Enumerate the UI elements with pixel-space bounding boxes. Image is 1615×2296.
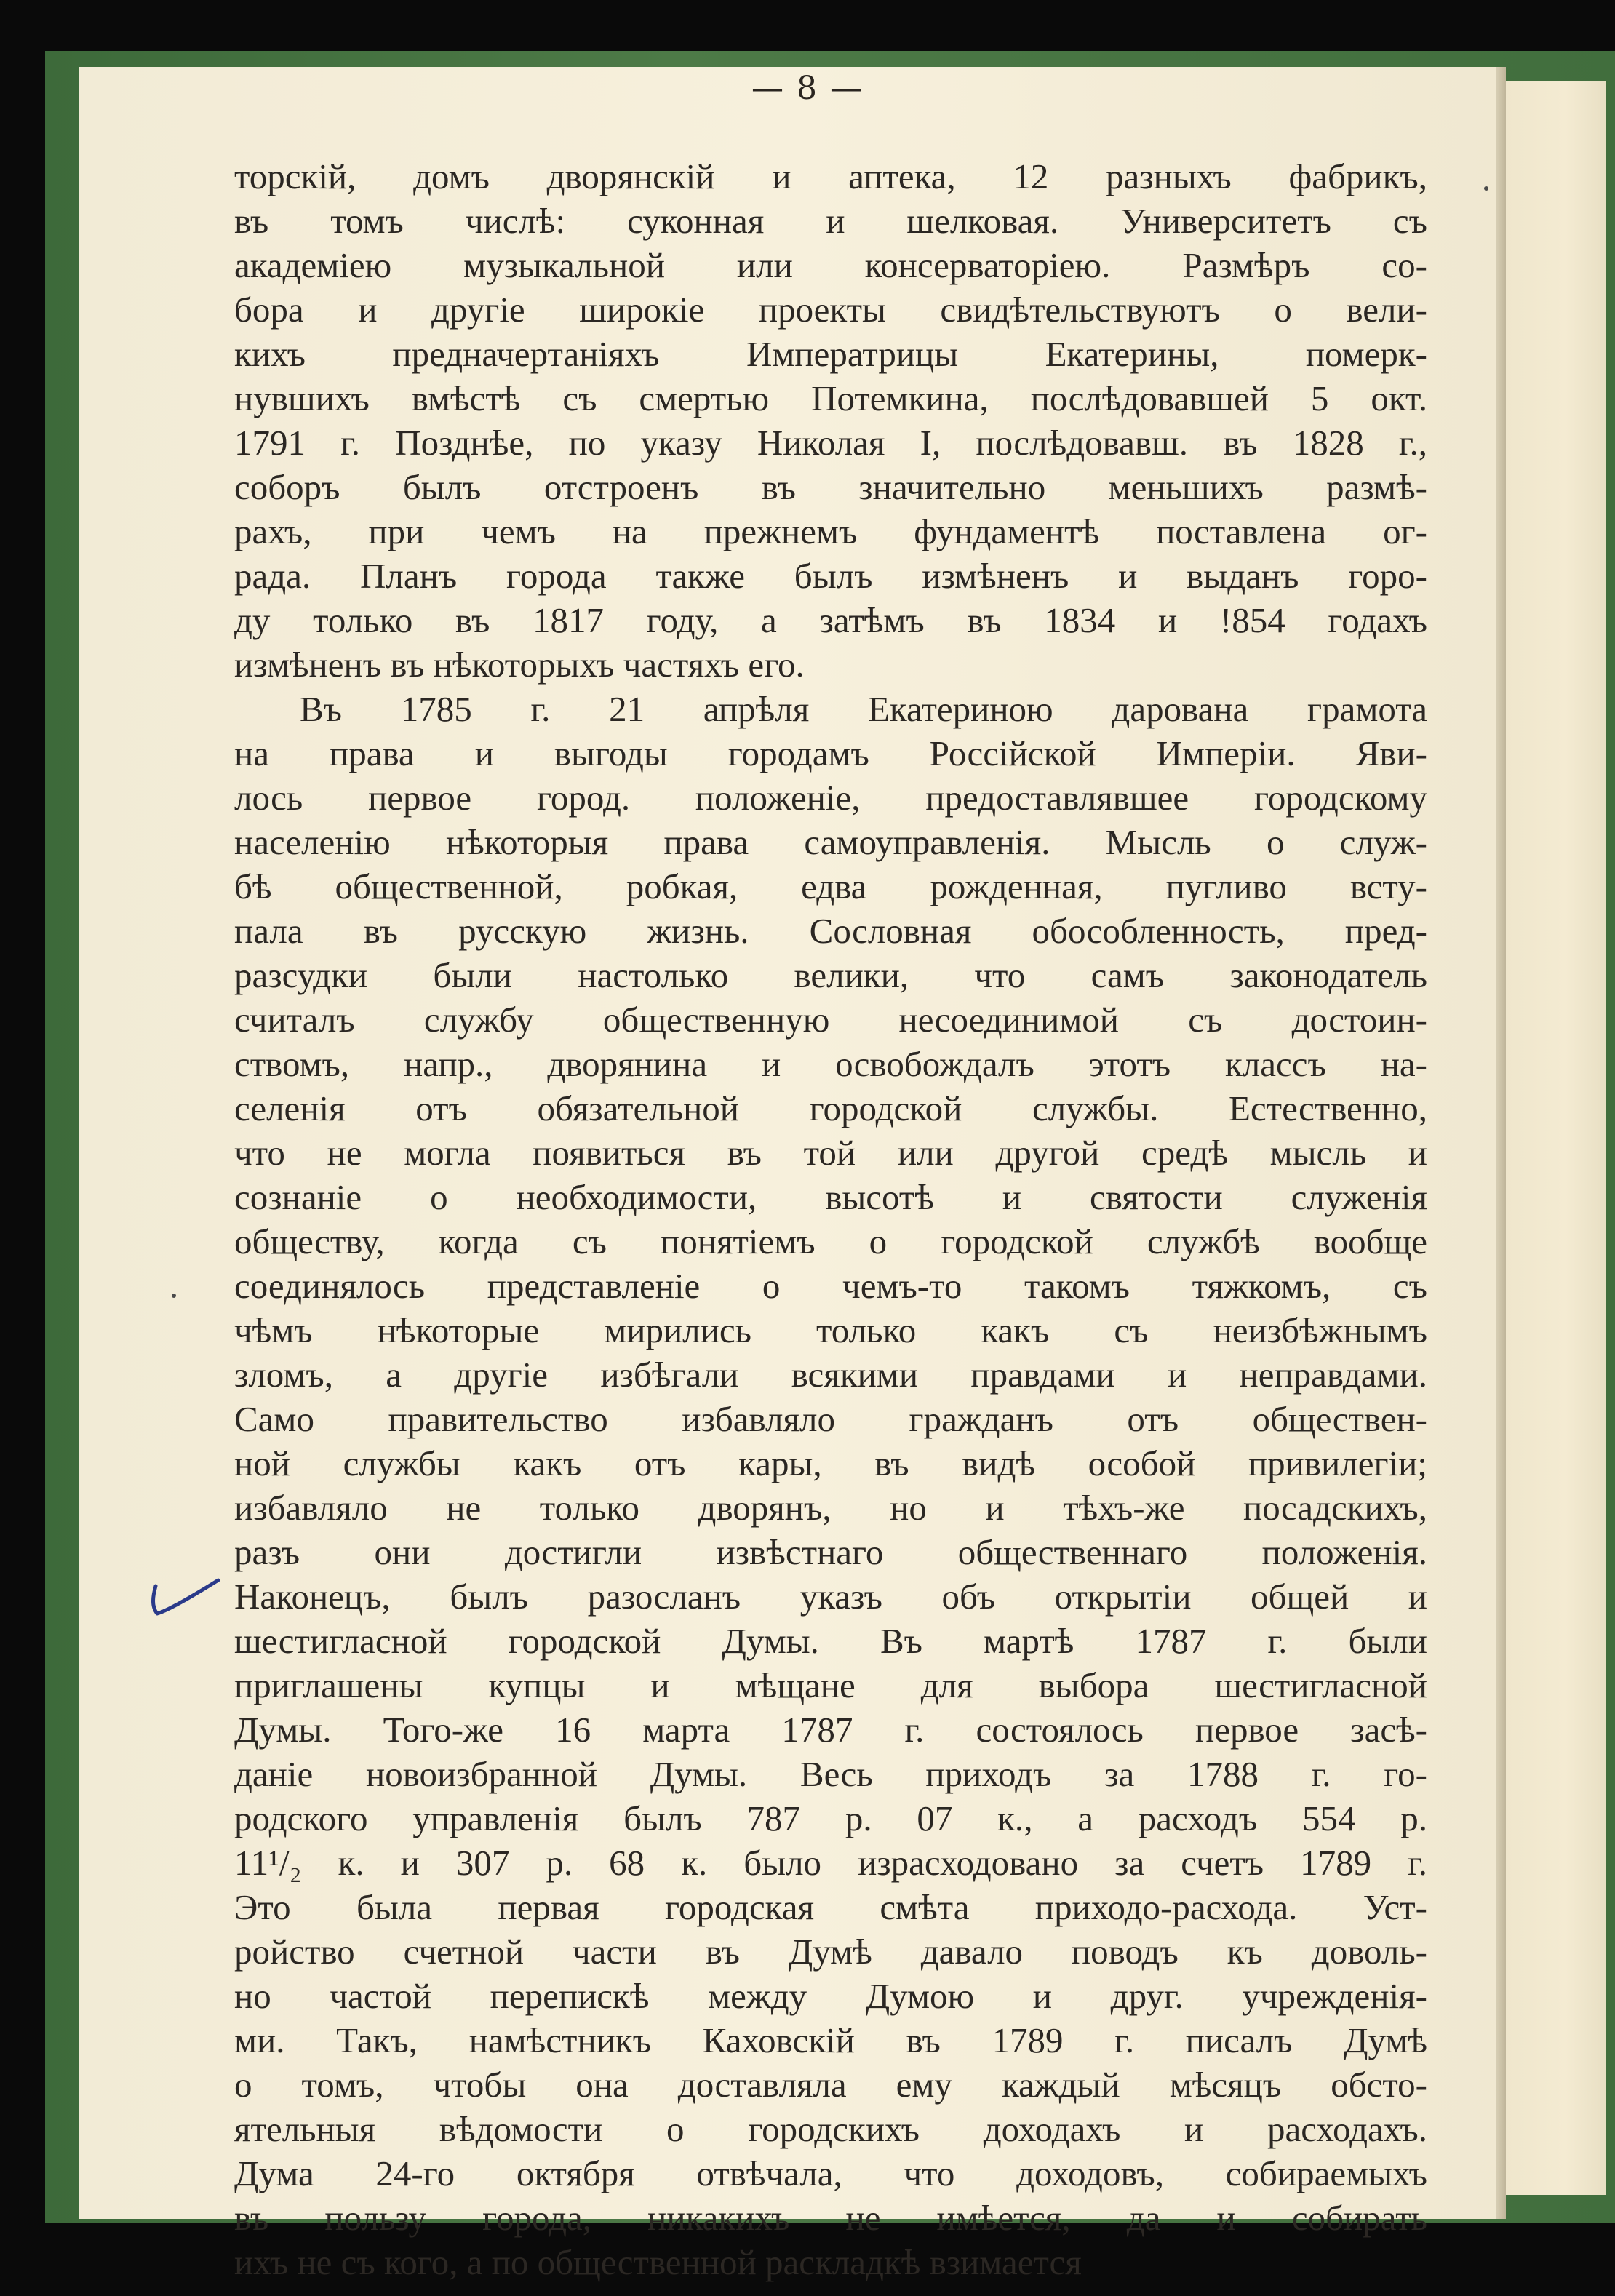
text-line: Наконецъ, былъ разосланъ указъ объ открытіи общей и xyxy=(234,1576,1427,1617)
text-line: что не могла появиться въ той или другой средѣ мысль и xyxy=(234,1133,1427,1173)
page-gutter-shadow xyxy=(1496,67,1506,2219)
text-line: считалъ службу общественную несоединимой съ достоин- xyxy=(234,1000,1427,1040)
text-line: кихъ предначертаніяхъ Императрицы Екатерины, померк- xyxy=(234,334,1427,374)
text-line: зломъ, а другіе избѣгали всякими правдами и неправдами. xyxy=(234,1355,1427,1395)
text-line: избавляло не только дворянъ, но и тѣхъ-же посадскихъ, xyxy=(234,1488,1427,1528)
text-line: рахъ, при чемъ на прежнемъ фундаментѣ поставлена ог- xyxy=(234,511,1427,551)
text-line: Думы. Того-же 16 марта 1787 г. состоялось первое засѣ- xyxy=(234,1710,1427,1750)
text-line: бѣ общественной, робкая, едва рожденная, пугливо всту- xyxy=(234,866,1427,906)
ink-speck xyxy=(1484,186,1488,191)
text-line: сознаніе о необходимости, высотѣ и святости служенія xyxy=(234,1177,1427,1217)
text-line: ихъ не съ кого, а по общественной раскладкѣ взимается xyxy=(234,2242,1082,2282)
text-line: о томъ, чтобы она доставляла ему каждый мѣсяцъ обсто- xyxy=(234,2065,1427,2105)
text-line: рада. Планъ города также былъ измѣненъ и выданъ горо- xyxy=(234,556,1427,596)
text-line: родского управленія былъ 787 р. 07 к., а расходъ 554 р. xyxy=(234,1798,1427,1838)
text-line: Это была первая городская смѣта приходо-расхода. Уст- xyxy=(234,1887,1427,1927)
text-line: пала въ русскую жизнь. Сословная обособленность, пред- xyxy=(234,911,1427,951)
text-line: даніе новоизбранной Думы. Весь приходъ за 1788 г. го- xyxy=(234,1754,1427,1794)
text-line: нувшихъ вмѣстѣ съ смертью Потемкина, послѣдовавшей 5 окт. xyxy=(234,378,1427,418)
text-line: измѣненъ въ нѣкоторыхъ частяхъ его. xyxy=(234,645,805,685)
text-line: соединялось представленіе о чемъ-то такомъ тяжкомъ, съ xyxy=(234,1266,1427,1306)
text-line: но частой перепискѣ между Думою и друг. учрежденія- xyxy=(234,1976,1427,2016)
text-line: лось первое город. положеніе, предоставлявшее городскому xyxy=(234,778,1427,818)
text-line: населенію нѣкоторыя права самоуправленія. Мысль о служ- xyxy=(234,822,1427,862)
text-line: селенія отъ обязательной городской службы. Естественно, xyxy=(234,1088,1427,1128)
text-line: чѣмъ нѣкоторые мирились только какъ съ неизбѣжнымъ xyxy=(234,1310,1427,1350)
text-line: въ томъ числѣ: суконная и шелковая. Университетъ съ xyxy=(234,201,1427,241)
text-line: ми. Такъ, намѣстникъ Каховскій въ 1789 г. писалъ Думѣ xyxy=(234,2020,1427,2060)
text-line: 11¹/₂ к. и 307 р. 68 к. было израсходовано за счетъ 1789 г. xyxy=(234,1843,1427,1883)
body-text xyxy=(234,154,1427,2284)
text-line: ной службы какъ отъ кары, въ видѣ особой привилегіи; xyxy=(234,1443,1427,1483)
text-line: бора и другіе широкіе проекты свидѣтельствуютъ о вели- xyxy=(234,290,1427,330)
text-line: 1791 г. Позднѣе, по указу Николая I, послѣдовавш. въ 1828 г., xyxy=(234,423,1427,463)
text-line: Въ 1785 г. 21 апрѣля Екатериною дарована грамота xyxy=(300,689,1427,729)
text-line: ду только въ 1817 году, а затѣмъ въ 1834 и !854 годахъ xyxy=(234,600,1427,640)
ink-speck xyxy=(172,1294,176,1298)
text-line: ятельныя вѣдомости о городскихъ доходахъ и расходахъ. xyxy=(234,2109,1427,2149)
text-line: Дума 24-го октября отвѣчала, что доходовъ, собираемыхъ xyxy=(234,2153,1427,2193)
text-line: Само правительство избавляло гражданъ отъ обществен- xyxy=(234,1399,1427,1439)
text-line: торскій, домъ дворянскій и аптека, 12 разныхъ фабрикъ, xyxy=(234,156,1427,196)
text-line: академіею музыкальной или консерваторіею. Размѣръ со- xyxy=(234,245,1427,285)
text-line: обществу, когда съ понятіемъ о городской службѣ вообще xyxy=(234,1221,1427,1261)
text-line: ройство счетной части въ Думѣ давало поводъ къ доволь- xyxy=(234,1932,1427,1972)
page-number: — 8 — xyxy=(751,70,864,107)
text-line: въ пользу города, никакихъ не имѣется, да и собирать xyxy=(234,2198,1427,2238)
text-line: на права и выгоды городамъ Россійской Имперіи. Яви- xyxy=(234,733,1427,773)
facing-page-edge xyxy=(1504,81,1606,2195)
pencil-check-mark-icon xyxy=(145,1573,226,1624)
text-line: шестигласной городской Думы. Въ мартѣ 1787 г. были xyxy=(234,1621,1427,1661)
text-line: приглашены купцы и мѣщане для выбора шестигласной xyxy=(234,1665,1427,1705)
text-line: соборъ былъ отстроенъ въ значительно меньшихъ размѣ- xyxy=(234,467,1427,507)
text-line: разсудки были настолько велики, что самъ законодатель xyxy=(234,955,1427,995)
text-line: ствомъ, напр., дворянина и освобождалъ этотъ классъ на- xyxy=(234,1044,1427,1084)
text-line: разъ они достигли извѣстнаго общественнаго положенія. xyxy=(234,1532,1427,1572)
